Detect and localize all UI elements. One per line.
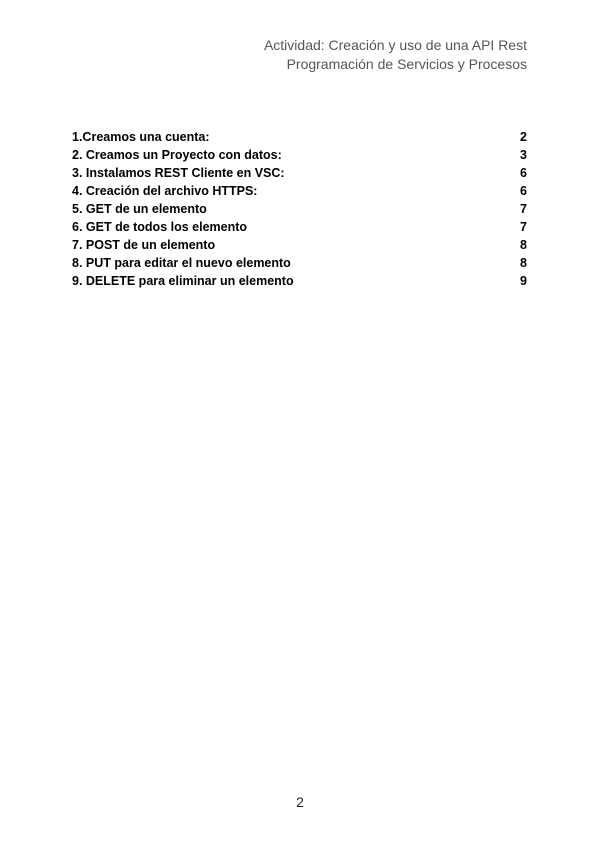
toc-entry-page: 7 [520,220,527,234]
toc-entry-title: 3. Instalamos REST Cliente en VSC: [72,166,285,180]
page-header [264,36,527,74]
toc-entry-title: 7. POST de un elemento [72,238,216,252]
toc-entry-page: 2 [520,130,527,144]
header-activity-title: Actividad: Creación y uso de una API Rest [263,37,527,53]
header-course-name: Programación de Servicios y Procesos [286,56,527,72]
toc-entry[interactable] [72,164,527,182]
toc-entry[interactable] [72,272,527,290]
toc-entry-title: 5. GET de un elemento [72,202,207,216]
toc-entry[interactable] [72,236,527,254]
toc-entry-title: 8. PUT para editar el nuevo elemento [72,256,291,270]
toc-entry-title: 9. DELETE para eliminar un elemento [72,274,294,288]
toc-entry-page: 6 [520,184,527,198]
page-number: 2 [296,794,304,810]
toc-entry-page: 3 [520,148,527,162]
toc-entry-page: 7 [520,202,527,216]
toc-entry[interactable] [72,128,527,146]
toc-entry[interactable] [72,200,527,218]
toc-entry-page: 6 [520,166,527,180]
toc-entry[interactable] [72,254,527,272]
toc-entry[interactable] [72,146,527,164]
toc-entry-title: 1.Creamos una cuenta: [72,130,210,144]
toc-entry[interactable] [72,182,527,200]
table-of-contents [72,128,527,290]
toc-entry-title: 4. Creación del archivo HTTPS: [72,184,258,198]
toc-entry-page: 9 [520,274,527,288]
toc-entry[interactable] [72,218,527,236]
toc-entry-title: 6. GET de todos los elemento [72,220,248,234]
toc-entry-title: 2. Creamos un Proyecto con datos: [72,148,282,162]
toc-entry-page: 8 [520,238,527,252]
toc-entry-page: 8 [520,256,527,270]
